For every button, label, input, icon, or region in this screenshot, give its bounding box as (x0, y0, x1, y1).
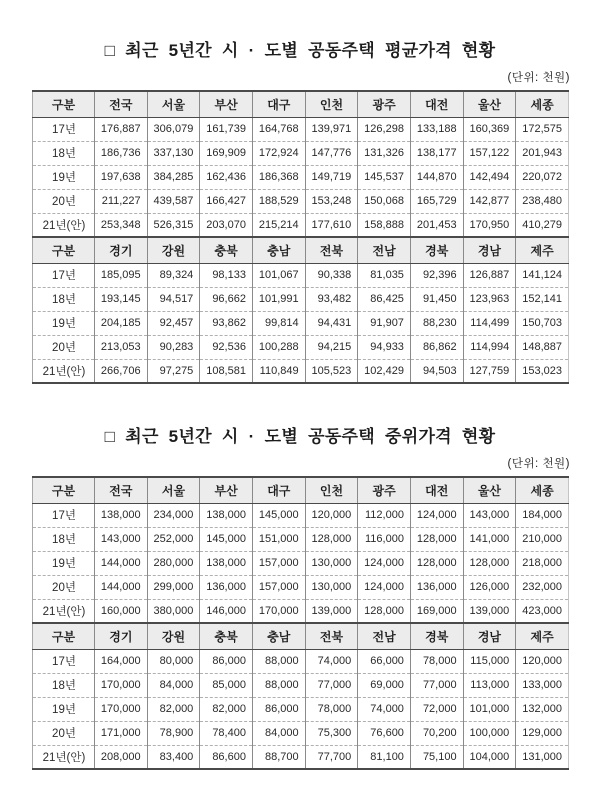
table-cell: 91,907 (358, 311, 411, 335)
unit-label: (단위: 천원) (507, 72, 570, 84)
table-cell: 157,000 (252, 575, 305, 599)
table-cell: 130,000 (305, 575, 358, 599)
table-cell: 124,000 (410, 503, 463, 527)
column-header: 인천 (305, 91, 358, 117)
table-cell: 165,729 (410, 189, 463, 213)
table-cell: 94,215 (305, 335, 358, 359)
table-cell: 238,480 (516, 189, 569, 213)
table-cell: 113,000 (463, 673, 516, 697)
column-header: 강원 (147, 237, 200, 263)
table-cell: 90,283 (147, 335, 200, 359)
column-header: 경남 (463, 623, 516, 649)
table-cell: 78,900 (147, 721, 200, 745)
column-header: 대구 (252, 91, 305, 117)
table-row (33, 287, 569, 311)
table-cell: 92,396 (410, 263, 463, 287)
row-label: 18년 (33, 527, 95, 551)
table-row (33, 575, 569, 599)
table-cell: 143,000 (95, 527, 148, 551)
average-price-title: □ 최근 5년간 시 · 도별 공동주택 평균가격 현황 (104, 41, 496, 60)
table-cell: 526,315 (147, 213, 200, 237)
median-price-section (0, 422, 600, 770)
table-cell: 160,369 (463, 117, 516, 141)
table-cell: 126,887 (463, 263, 516, 287)
table-cell: 153,248 (305, 189, 358, 213)
row-label: 19년 (33, 697, 95, 721)
row-label: 19년 (33, 551, 95, 575)
table-cell: 186,368 (252, 165, 305, 189)
table-cell: 81,100 (358, 745, 411, 769)
table-cell: 86,000 (200, 649, 253, 673)
table-row (33, 165, 569, 189)
table-cell: 144,000 (95, 575, 148, 599)
table-cell: 139,971 (305, 117, 358, 141)
table-cell: 142,877 (463, 189, 516, 213)
table-cell: 170,000 (95, 697, 148, 721)
column-header: 광주 (358, 477, 411, 503)
table-cell: 72,000 (410, 697, 463, 721)
table-cell: 410,279 (516, 213, 569, 237)
table-cell: 69,000 (358, 673, 411, 697)
table-cell: 114,994 (463, 335, 516, 359)
row-label: 21년(안) (33, 745, 95, 769)
column-header: 울산 (463, 477, 516, 503)
table-cell: 166,427 (200, 189, 253, 213)
table-cell: 89,324 (147, 263, 200, 287)
table-cell: 78,000 (305, 697, 358, 721)
table-cell: 186,736 (95, 141, 148, 165)
column-header: 서울 (147, 477, 200, 503)
table-cell: 201,453 (410, 213, 463, 237)
column-header: 강원 (147, 623, 200, 649)
table-cell: 78,000 (410, 649, 463, 673)
table-cell: 81,035 (358, 263, 411, 287)
table-cell: 74,000 (358, 697, 411, 721)
table-cell: 203,070 (200, 213, 253, 237)
column-header: 대전 (410, 477, 463, 503)
table-cell: 93,862 (200, 311, 253, 335)
table-row (33, 745, 569, 769)
table-cell: 132,000 (516, 697, 569, 721)
column-header: 전남 (358, 623, 411, 649)
table-cell: 211,227 (95, 189, 148, 213)
column-header: 경기 (95, 237, 148, 263)
row-label: 20년 (33, 575, 95, 599)
table-row (33, 503, 569, 527)
column-header: 전북 (305, 237, 358, 263)
table-cell: 92,536 (200, 335, 253, 359)
column-header: 경북 (410, 237, 463, 263)
row-label: 20년 (33, 335, 95, 359)
table-cell: 127,759 (463, 359, 516, 383)
column-header: 인천 (305, 477, 358, 503)
row-label: 21년(안) (33, 213, 95, 237)
row-label: 18년 (33, 673, 95, 697)
row-label: 17년 (33, 263, 95, 287)
table-cell: 101,000 (463, 697, 516, 721)
column-header: 전국 (95, 91, 148, 117)
median-price-title: □ 최근 5년간 시 · 도별 공동주택 중위가격 현황 (104, 427, 496, 446)
table-cell: 337,130 (147, 141, 200, 165)
table-cell: 144,870 (410, 165, 463, 189)
table-cell: 177,610 (305, 213, 358, 237)
table-cell: 86,425 (358, 287, 411, 311)
table-cell: 133,188 (410, 117, 463, 141)
table-cell: 232,000 (516, 575, 569, 599)
table-cell: 280,000 (147, 551, 200, 575)
table-cell: 85,000 (200, 673, 253, 697)
row-label: 17년 (33, 649, 95, 673)
table-cell: 116,000 (358, 527, 411, 551)
table-cell: 146,000 (200, 599, 253, 623)
table-cell: 131,000 (516, 745, 569, 769)
table-cell: 90,338 (305, 263, 358, 287)
table-cell: 70,200 (410, 721, 463, 745)
table-cell: 136,000 (200, 575, 253, 599)
table-cell: 86,000 (252, 697, 305, 721)
table-cell: 139,000 (305, 599, 358, 623)
table-cell: 157,000 (252, 551, 305, 575)
table-cell: 99,814 (252, 311, 305, 335)
column-header: 전남 (358, 237, 411, 263)
row-label: 18년 (33, 287, 95, 311)
table-cell: 193,145 (95, 287, 148, 311)
table-row (33, 359, 569, 383)
table-cell: 149,719 (305, 165, 358, 189)
column-header: 세종 (516, 91, 569, 117)
table-cell: 215,214 (252, 213, 305, 237)
column-header: 구분 (33, 91, 95, 117)
table-cell: 218,000 (516, 551, 569, 575)
table-cell: 136,000 (410, 575, 463, 599)
table-cell: 128,000 (305, 527, 358, 551)
table-cell: 76,600 (358, 721, 411, 745)
table-cell: 124,000 (358, 551, 411, 575)
table-header-row (33, 237, 569, 263)
table-cell: 77,000 (410, 673, 463, 697)
table-cell: 201,943 (516, 141, 569, 165)
table-row (33, 697, 569, 721)
table-cell: 157,122 (463, 141, 516, 165)
table-cell: 101,991 (252, 287, 305, 311)
table-cell: 197,638 (95, 165, 148, 189)
table-cell: 138,000 (200, 551, 253, 575)
column-header: 부산 (200, 477, 253, 503)
column-header: 제주 (516, 237, 569, 263)
table-header-row (33, 91, 569, 117)
table-cell: 102,429 (358, 359, 411, 383)
table-cell: 253,348 (95, 213, 148, 237)
table-row (33, 551, 569, 575)
table-cell: 75,300 (305, 721, 358, 745)
table-row (33, 721, 569, 745)
table-cell: 160,000 (95, 599, 148, 623)
table-cell: 141,124 (516, 263, 569, 287)
table-cell: 139,000 (463, 599, 516, 623)
column-header: 전북 (305, 623, 358, 649)
row-label: 21년(안) (33, 599, 95, 623)
table-cell: 170,950 (463, 213, 516, 237)
table-row (33, 599, 569, 623)
table-row (33, 527, 569, 551)
table-cell: 164,768 (252, 117, 305, 141)
table-cell: 161,739 (200, 117, 253, 141)
column-header: 충남 (252, 237, 305, 263)
table-cell: 184,000 (516, 503, 569, 527)
column-header: 대전 (410, 91, 463, 117)
table-cell: 380,000 (147, 599, 200, 623)
table-cell: 86,862 (410, 335, 463, 359)
table-row (33, 335, 569, 359)
table-row (33, 117, 569, 141)
table-cell: 93,482 (305, 287, 358, 311)
table-cell: 130,000 (305, 551, 358, 575)
table-cell: 306,079 (147, 117, 200, 141)
table-cell: 92,457 (147, 311, 200, 335)
table-cell: 91,450 (410, 287, 463, 311)
table-cell: 153,023 (516, 359, 569, 383)
table-cell: 126,298 (358, 117, 411, 141)
table-cell: 148,887 (516, 335, 569, 359)
table-cell: 384,285 (147, 165, 200, 189)
table-cell: 169,000 (410, 599, 463, 623)
column-header: 경북 (410, 623, 463, 649)
table-cell: 77,000 (305, 673, 358, 697)
column-header: 전국 (95, 477, 148, 503)
column-header: 경남 (463, 237, 516, 263)
row-label: 17년 (33, 117, 95, 141)
table-cell: 88,700 (252, 745, 305, 769)
table-cell: 100,000 (463, 721, 516, 745)
table-cell: 128,000 (463, 551, 516, 575)
table-cell: 120,000 (516, 649, 569, 673)
table-cell: 110,849 (252, 359, 305, 383)
table-cell: 144,000 (95, 551, 148, 575)
table-cell: 145,000 (252, 503, 305, 527)
column-header: 울산 (463, 91, 516, 117)
table-cell: 185,095 (95, 263, 148, 287)
table-cell: 423,000 (516, 599, 569, 623)
unit-label: (단위: 천원) (507, 458, 570, 470)
column-header: 서울 (147, 91, 200, 117)
column-header: 충북 (200, 237, 253, 263)
table-cell: 82,000 (147, 697, 200, 721)
table-cell: 220,072 (516, 165, 569, 189)
table-cell: 188,529 (252, 189, 305, 213)
row-label: 19년 (33, 165, 95, 189)
table-cell: 88,000 (252, 673, 305, 697)
table-cell: 171,000 (95, 721, 148, 745)
table-cell: 115,000 (463, 649, 516, 673)
table-cell: 84,000 (147, 673, 200, 697)
table-cell: 128,000 (410, 527, 463, 551)
column-header: 충남 (252, 623, 305, 649)
table-cell: 86,600 (200, 745, 253, 769)
table-cell: 124,000 (358, 575, 411, 599)
table-cell: 88,000 (252, 649, 305, 673)
table-cell: 138,177 (410, 141, 463, 165)
table-cell: 75,100 (410, 745, 463, 769)
table-cell: 158,888 (358, 213, 411, 237)
table-cell: 152,141 (516, 287, 569, 311)
table-cell: 213,053 (95, 335, 148, 359)
median-price-table (32, 476, 569, 770)
table-cell: 105,523 (305, 359, 358, 383)
table-cell: 94,517 (147, 287, 200, 311)
table-cell: 210,000 (516, 527, 569, 551)
column-header: 대구 (252, 477, 305, 503)
table-cell: 138,000 (95, 503, 148, 527)
table-cell: 98,133 (200, 263, 253, 287)
column-header: 구분 (33, 237, 95, 263)
column-header: 광주 (358, 91, 411, 117)
table-cell: 128,000 (358, 599, 411, 623)
table-cell: 170,000 (252, 599, 305, 623)
table-cell: 439,587 (147, 189, 200, 213)
table-cell: 78,400 (200, 721, 253, 745)
table-cell: 131,326 (358, 141, 411, 165)
table-cell: 234,000 (147, 503, 200, 527)
table-cell: 114,499 (463, 311, 516, 335)
table-cell: 145,537 (358, 165, 411, 189)
table-cell: 100,288 (252, 335, 305, 359)
table-row (33, 189, 569, 213)
table-cell: 88,230 (410, 311, 463, 335)
table-cell: 133,000 (516, 673, 569, 697)
table-cell: 128,000 (410, 551, 463, 575)
section-divider-space (0, 384, 600, 422)
column-header: 부산 (200, 91, 253, 117)
table-cell: 120,000 (305, 503, 358, 527)
table-cell: 176,887 (95, 117, 148, 141)
column-header: 구분 (33, 623, 95, 649)
table-cell: 138,000 (200, 503, 253, 527)
row-label: 20년 (33, 189, 95, 213)
table-cell: 126,000 (463, 575, 516, 599)
table-cell: 94,431 (305, 311, 358, 335)
table-cell: 170,000 (95, 673, 148, 697)
table-row (33, 213, 569, 237)
table-row (33, 141, 569, 165)
row-label: 19년 (33, 311, 95, 335)
row-label: 18년 (33, 141, 95, 165)
table-cell: 101,067 (252, 263, 305, 287)
table-cell: 150,703 (516, 311, 569, 335)
table-cell: 299,000 (147, 575, 200, 599)
table-cell: 143,000 (463, 503, 516, 527)
column-header: 경기 (95, 623, 148, 649)
average-price-table (32, 90, 569, 384)
table-cell: 145,000 (200, 527, 253, 551)
table-cell: 147,776 (305, 141, 358, 165)
column-header: 제주 (516, 623, 569, 649)
row-label: 20년 (33, 721, 95, 745)
table-cell: 82,000 (200, 697, 253, 721)
table-cell: 204,185 (95, 311, 148, 335)
average-price-section (0, 36, 600, 384)
table-cell: 172,575 (516, 117, 569, 141)
table-row (33, 673, 569, 697)
column-header: 충북 (200, 623, 253, 649)
table-cell: 96,662 (200, 287, 253, 311)
table-cell: 172,924 (252, 141, 305, 165)
table-row (33, 649, 569, 673)
table-cell: 74,000 (305, 649, 358, 673)
table-cell: 94,503 (410, 359, 463, 383)
table-cell: 112,000 (358, 503, 411, 527)
table-cell: 108,581 (200, 359, 253, 383)
column-header: 세종 (516, 477, 569, 503)
table-header-row (33, 477, 569, 503)
table-cell: 84,000 (252, 721, 305, 745)
table-cell: 104,000 (463, 745, 516, 769)
table-cell: 80,000 (147, 649, 200, 673)
table-cell: 66,000 (358, 649, 411, 673)
table-cell: 97,275 (147, 359, 200, 383)
table-cell: 123,963 (463, 287, 516, 311)
table-cell: 77,700 (305, 745, 358, 769)
table-cell: 83,400 (147, 745, 200, 769)
table-row (33, 263, 569, 287)
table-cell: 141,000 (463, 527, 516, 551)
table-cell: 266,706 (95, 359, 148, 383)
table-cell: 208,000 (95, 745, 148, 769)
row-label: 17년 (33, 503, 95, 527)
table-cell: 162,436 (200, 165, 253, 189)
table-cell: 129,000 (516, 721, 569, 745)
table-cell: 169,909 (200, 141, 253, 165)
table-row (33, 311, 569, 335)
column-header: 구분 (33, 477, 95, 503)
table-cell: 94,933 (358, 335, 411, 359)
table-cell: 252,000 (147, 527, 200, 551)
table-cell: 164,000 (95, 649, 148, 673)
table-cell: 150,068 (358, 189, 411, 213)
table-cell: 151,000 (252, 527, 305, 551)
table-cell: 142,494 (463, 165, 516, 189)
table-header-row (33, 623, 569, 649)
row-label: 21년(안) (33, 359, 95, 383)
